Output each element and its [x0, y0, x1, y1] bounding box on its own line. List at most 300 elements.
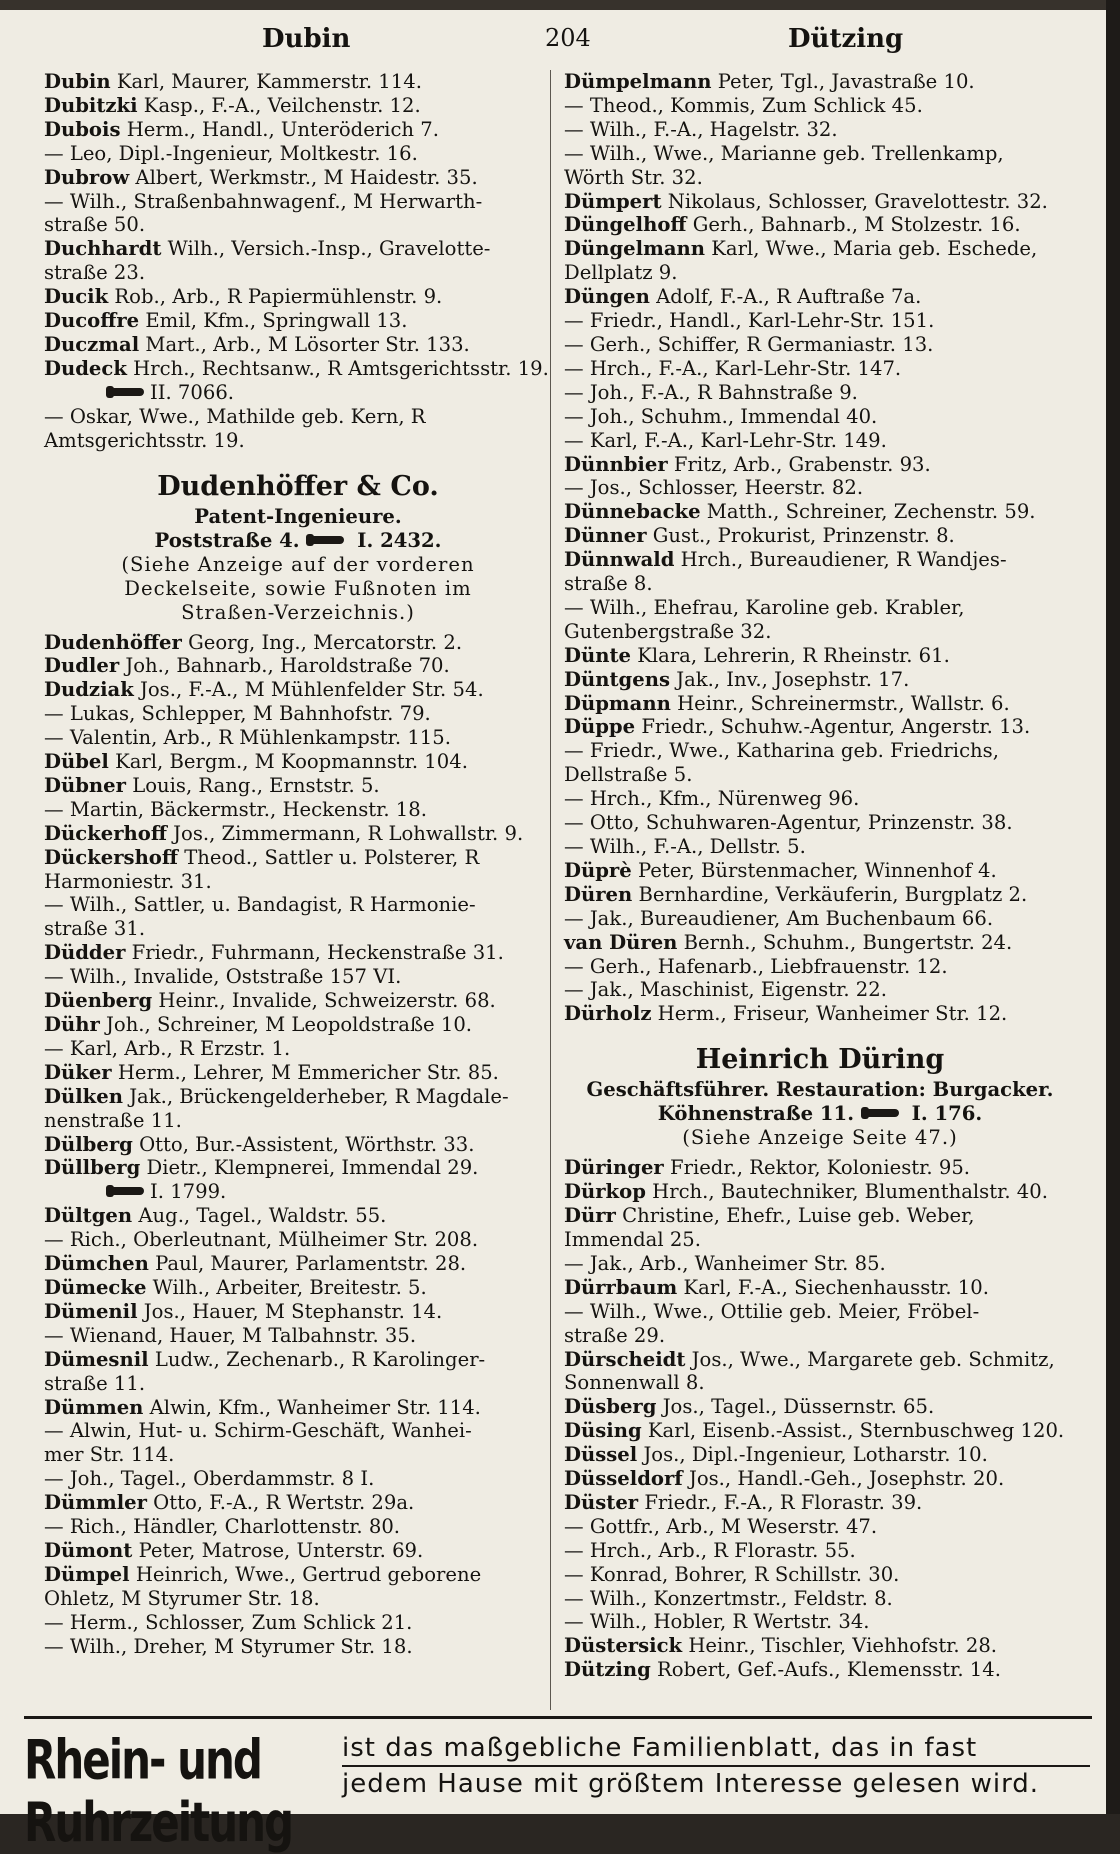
- entry-details: Jos., Dipl.-Ingenieur, Lotharstr. 10.: [637, 1443, 988, 1467]
- directory-entry: [564, 213, 1076, 237]
- directory-entry: [44, 1061, 552, 1085]
- entry-details: Wilh., Versich.-Insp., Gravelotte-: [161, 237, 491, 261]
- directory-entry: [44, 1467, 552, 1491]
- directory-entry: [564, 1539, 1076, 1563]
- entry-surname: Dümpel: [44, 1562, 130, 1586]
- entry-surname: Dünnwald: [564, 548, 675, 572]
- entry-surname: Dünnbier: [564, 452, 668, 476]
- directory-entry: [564, 715, 1076, 739]
- phone-number: I. 1799.: [150, 1180, 227, 1204]
- telephone-icon: [865, 1109, 899, 1117]
- directory-entry: [564, 309, 1076, 333]
- entry-surname: Düppe: [564, 715, 636, 739]
- entry-surname: Düdder: [44, 941, 126, 965]
- entry-surname: Dünte: [564, 643, 631, 667]
- running-head-left: Dubin: [262, 24, 351, 54]
- directory-entry: [44, 1419, 552, 1467]
- entry-surname: Dubitzki: [44, 93, 138, 117]
- directory-entry: [564, 1515, 1076, 1539]
- entry-surname: Dürkop: [564, 1180, 646, 1204]
- entry-details: Kasp., F.-A., Veilchenstr. 12.: [137, 93, 421, 117]
- entry-details: — Wienand, Hauer, M Talbahnstr. 35.: [44, 1323, 417, 1347]
- entry-details: Aug., Tagel., Waldstr. 55.: [132, 1204, 387, 1228]
- directory-entry: [564, 811, 1076, 835]
- directory-entry: [44, 70, 552, 94]
- entry-details: Peter, Tgl., Javastraße 10.: [711, 70, 975, 93]
- directory-entry: [564, 1634, 1076, 1658]
- entry-details: Jos., F.-A., M Mühlenfelder Str. 54.: [133, 678, 484, 702]
- directory-entry: [564, 692, 1076, 716]
- entry-continuation: straße 23.: [44, 261, 146, 285]
- entry-details: — Joh., Schuhm., Immendal 40.: [564, 404, 878, 428]
- entry-details: Matth., Schreiner, Zechenstr. 59.: [700, 500, 1036, 524]
- entry-details: — Jak., Maschinist, Eigenstr. 22.: [564, 978, 887, 1002]
- entry-surname: Duchhardt: [44, 237, 162, 261]
- directory-entry: [564, 835, 1076, 859]
- entry-surname: Düprè: [564, 858, 632, 882]
- entry-surname: Dümesnil: [44, 1347, 149, 1371]
- entry-surname: Dümont: [44, 1538, 133, 1562]
- entry-continuation: Immendal 25.: [564, 1227, 701, 1251]
- entry-details: Joh., Schreiner, M Leopoldstraße 10.: [99, 1013, 473, 1036]
- directory-entry: [564, 70, 1076, 94]
- directory-entry: [564, 1180, 1076, 1204]
- entry-surname: Dürrbaum: [564, 1275, 678, 1299]
- directory-entry: [44, 1156, 552, 1180]
- phone-line: [44, 1180, 552, 1204]
- directory-entry: [44, 1133, 552, 1157]
- entry-details: Herm., Handl., Unteröderich 7.: [120, 117, 439, 141]
- entry-details: — Wilh., Wwe., Ottilie geb. Meier, Fröbel-: [564, 1299, 980, 1323]
- directory-entry: [44, 1324, 552, 1348]
- entry-details: Heinr., Tischler, Viehhofstr. 28.: [682, 1634, 998, 1658]
- entry-surname: Dühr: [44, 1013, 100, 1036]
- entry-details: Christine, Ehefr., Luise geb. Weber,: [615, 1204, 975, 1228]
- entry-details: Friedr., Rektor, Koloniestr. 95.: [663, 1156, 971, 1180]
- directory-entry: [564, 1587, 1076, 1611]
- entry-details: Nikolaus, Schlosser, Gravelottestr. 32.: [661, 189, 1048, 213]
- entry-surname: Dümchen: [44, 1252, 149, 1276]
- directory-entry: [564, 978, 1076, 1002]
- directory-entry: [44, 798, 552, 822]
- business-note: (Siehe Anzeige auf der vorderen: [121, 552, 475, 576]
- entry-surname: Dubin: [44, 70, 111, 93]
- entry-surname: Düsing: [564, 1419, 642, 1443]
- entry-surname: Düringer: [564, 1156, 664, 1180]
- business-subtitle: Geschäftsführer. Restauration: Burgacker.: [586, 1078, 1054, 1102]
- entry-details: Klara, Lehrerin, R Rheinstr. 61.: [631, 643, 950, 667]
- directory-entry: [564, 1563, 1076, 1587]
- entry-surname: Dünner: [564, 524, 647, 548]
- directory-entry: [564, 668, 1076, 692]
- directory-entry: [564, 1491, 1076, 1515]
- entry-details: — Alwin, Hut- u. Schirm-Geschäft, Wanhei-: [44, 1419, 472, 1443]
- directory-entry: [44, 965, 552, 989]
- directory-entry: [564, 787, 1076, 811]
- left-column: [44, 70, 552, 1658]
- directory-entry: [564, 883, 1076, 907]
- entry-list: [44, 1204, 552, 1658]
- directory-entry: [564, 1252, 1076, 1276]
- entry-details: Louis, Rang., Ernststr. 5.: [125, 773, 380, 797]
- entry-details: — Jak., Bureaudiener, Am Buchenbaum 66.: [564, 906, 994, 930]
- entry-details: — Leo, Dipl.-Ingenieur, Moltkestr. 16.: [44, 141, 418, 165]
- entry-details: — Jak., Arb., Wanheimer Str. 85.: [564, 1251, 886, 1275]
- directory-entry: [564, 118, 1076, 142]
- directory-entry: [44, 1539, 552, 1563]
- entry-details: Jos., Zimmermann, R Lohwallstr. 9.: [166, 821, 524, 845]
- entry-details: Albert, Werkmstr., M Haidestr. 35.: [129, 165, 478, 189]
- entry-details: Wilh., Arbeiter, Breitestr. 5.: [146, 1275, 427, 1299]
- directory-entry: [564, 333, 1076, 357]
- directory-entry: [564, 500, 1076, 524]
- entry-details: Jos., Hauer, M Stephanstr. 14.: [137, 1299, 443, 1323]
- entry-details: Fritz, Arb., Grabenstr. 93.: [667, 452, 931, 476]
- directory-entry: [44, 94, 552, 118]
- directory-entry: [44, 1611, 552, 1635]
- entry-details: Hrch., Rechtsanw., R Amtsgerichtsstr. 19.: [126, 356, 549, 380]
- entry-details: Paul, Maurer, Parlamentstr. 28.: [148, 1252, 467, 1276]
- entry-details: Otto, Bur.-Assistent, Wörthstr. 33.: [132, 1132, 475, 1156]
- banner-line: ist das maßgebliche Familienblatt, das in fast: [342, 1733, 978, 1763]
- entry-continuation: nenstraße 11.: [44, 1108, 182, 1132]
- entry-surname: Dückershoff: [44, 845, 178, 869]
- entry-details: Dietr., Klempnerei, Immendal 29.: [140, 1156, 479, 1180]
- entry-surname: Dudler: [44, 654, 120, 678]
- directory-entry: [44, 1563, 552, 1611]
- directory-entry: [44, 1396, 552, 1420]
- directory-entry: [564, 1395, 1076, 1419]
- entry-continuation: Ohletz, M Styrumer Str. 18.: [44, 1586, 320, 1610]
- directory-entry: [44, 941, 552, 965]
- directory-entry: [44, 1228, 552, 1252]
- entry-details: Robert, Gef.-Aufs., Klemensstr. 14.: [650, 1658, 1001, 1682]
- entry-surname: Dürr: [564, 1204, 616, 1228]
- entry-details: — Wilh., Straßenbahnwagenf., M Herwarth-: [44, 189, 483, 213]
- entry-details: Bernhardine, Verkäuferin, Burgplatz 2.: [632, 882, 1028, 906]
- directory-entry: [564, 1467, 1076, 1491]
- entry-surname: Dubrow: [44, 165, 130, 189]
- entry-details: Hrch., Bautechniker, Blumenthalstr. 40.: [645, 1180, 1048, 1204]
- entry-surname: Dümmler: [44, 1491, 147, 1515]
- entry-details: — Rich., Händler, Charlottenstr. 80.: [44, 1515, 401, 1539]
- entry-details: Jak., Inv., Josephstr. 17.: [669, 667, 910, 691]
- directory-entry: [564, 931, 1076, 955]
- entry-continuation: straße 31.: [44, 917, 146, 941]
- business-note: Straßen-Verzeichnis.): [181, 600, 415, 624]
- entry-surname: Düngen: [564, 285, 650, 309]
- banner-text: [342, 1731, 1090, 1801]
- entry-surname: Dürholz: [564, 1002, 652, 1026]
- entry-details: — Karl, F.-A., Karl-Lehr-Str. 149.: [564, 428, 887, 452]
- entry-surname: Dümpert: [564, 189, 662, 213]
- directory-entry: [44, 190, 552, 238]
- entry-continuation: mer Str. 114.: [44, 1443, 175, 1467]
- entry-surname: Dümmen: [44, 1395, 144, 1419]
- directory-entry: [564, 237, 1076, 285]
- entry-details: Jos., Handl.-Geh., Josephstr. 20.: [682, 1467, 1005, 1491]
- directory-entry: [44, 333, 552, 357]
- entry-continuation: Wörth Str. 32.: [564, 165, 703, 189]
- entry-details: Karl, Bergm., M Koopmannstr. 104.: [108, 750, 468, 774]
- entry-details: — Gottfr., Arb., M Weserstr. 47.: [564, 1514, 878, 1538]
- entry-details: Peter, Bürstenmacher, Winnenhof 4.: [631, 858, 997, 882]
- directory-entry: [44, 654, 552, 678]
- business-title: Dudenhöffer & Co.: [157, 470, 439, 502]
- directory-entry: [44, 678, 552, 702]
- entry-details: — Gerh., Hafenarb., Liebfrauenstr. 12.: [564, 954, 948, 978]
- entry-details: Jak., Brückengelderheber, R Magdale-: [122, 1084, 509, 1108]
- entry-details: — Joh., Tagel., Oberdammstr. 8 I.: [44, 1467, 375, 1491]
- directory-entry: [44, 1204, 552, 1228]
- entry-details: — Karl, Arb., R Erzstr. 1.: [44, 1036, 291, 1060]
- entry-details: Herm., Friseur, Wanheimer Str. 12.: [651, 1002, 1008, 1026]
- right-column: [564, 70, 1076, 1682]
- telephone-icon: [110, 1187, 144, 1195]
- entry-surname: Dümenil: [44, 1299, 138, 1323]
- phone-number: II. 7066.: [150, 380, 235, 404]
- phone-line: [44, 381, 552, 405]
- entry-details: Jos., Wwe., Margarete geb. Schmitz,: [685, 1347, 1055, 1371]
- entry-details: Friedr., F.-A., R Florastr. 39.: [638, 1490, 923, 1514]
- directory-entry: [44, 237, 552, 285]
- entry-details: — Joh., F.-A., R Bahnstraße 9.: [564, 380, 858, 404]
- directory-entry: [44, 1252, 552, 1276]
- entry-continuation: straße 50.: [44, 213, 146, 237]
- entry-details: — Konrad, Bohrer, R Schillstr. 30.: [564, 1562, 900, 1586]
- directory-entry: [44, 1085, 552, 1133]
- entry-details: Friedr., Schuhw.-Agentur, Angerstr. 13.: [635, 715, 1031, 739]
- entry-details: — Valentin, Arb., R Mühlenkampstr. 115.: [44, 726, 451, 750]
- advertisement-banner: [24, 1716, 1092, 1854]
- entry-list: [44, 631, 552, 1181]
- directory-entry: [44, 357, 552, 381]
- directory-entry: [44, 285, 552, 309]
- directory-entry: [564, 429, 1076, 453]
- entry-surname: Dülberg: [44, 1132, 133, 1156]
- entry-surname: Düker: [44, 1060, 112, 1084]
- entry-details: Karl, Wwe., Maria geb. Eschede,: [705, 237, 1038, 261]
- directory-entry: [564, 381, 1076, 405]
- entry-surname: Duczmal: [44, 332, 140, 356]
- directory-entry: [564, 453, 1076, 477]
- business-address: Köhnenstraße 11.: [657, 1102, 855, 1126]
- business-listing: [564, 1042, 1076, 1150]
- entry-surname: Düsseldorf: [564, 1467, 683, 1491]
- directory-entry: [44, 142, 552, 166]
- entry-details: — Martin, Bäckermstr., Heckenstr. 18.: [44, 797, 427, 821]
- directory-entry: [44, 774, 552, 798]
- entry-continuation: Amtsgerichtsstr. 19.: [44, 428, 245, 452]
- directory-entry: [564, 1300, 1076, 1348]
- page-number: 204: [545, 24, 591, 52]
- entry-surname: Düren: [564, 882, 633, 906]
- entry-continuation: straße 11.: [44, 1371, 146, 1395]
- entry-list: [564, 1156, 1076, 1682]
- entry-details: — Hrch., Arb., R Florastr. 55.: [564, 1538, 856, 1562]
- entry-details: — Wilh., Ehefrau, Karoline geb. Krabler,: [564, 595, 965, 619]
- entry-details: Hrch., Bureaudiener, R Wandjes-: [674, 548, 1007, 572]
- entry-details: Rob., Arb., R Papiermühlenstr. 9.: [108, 285, 443, 309]
- running-head-right: Dützing: [788, 24, 904, 54]
- directory-entry: [44, 1300, 552, 1324]
- entry-details: Heinr., Invalide, Schweizerstr. 68.: [152, 989, 496, 1013]
- entry-continuation: Sonnenwall 8.: [564, 1371, 705, 1395]
- entry-surname: Dümecke: [44, 1275, 147, 1299]
- entry-details: — Herm., Schlosser, Zum Schlick 21.: [44, 1610, 413, 1634]
- business-phone: I. 176.: [911, 1102, 983, 1126]
- entry-surname: Dudeck: [44, 356, 127, 380]
- directory-entry: [564, 739, 1076, 787]
- entry-details: Gerh., Bahnarb., M Stolzestr. 16.: [686, 213, 1021, 237]
- entry-surname: Dübner: [44, 773, 126, 797]
- entry-continuation: Dellplatz 9.: [564, 261, 678, 285]
- entry-details: Gust., Prokurist, Prinzenstr. 8.: [646, 524, 955, 548]
- directory-entry: [44, 702, 552, 726]
- entry-list: [44, 405, 552, 453]
- entry-surname: Dübel: [44, 750, 109, 774]
- entry-details: Joh., Bahnarb., Haroldstraße 70.: [119, 654, 450, 678]
- entry-details: — Lukas, Schlepper, M Bahnhofstr. 79.: [44, 702, 431, 726]
- entry-surname: Düngelmann: [564, 237, 706, 261]
- entry-details: Karl, Maurer, Kammerstr. 114.: [110, 70, 422, 93]
- entry-details: Adolf, F.-A., R Auftraße 7a.: [649, 285, 922, 309]
- page-top-shadow: [0, 0, 1120, 10]
- entry-details: — Friedr., Wwe., Katharina geb. Friedrichs,: [564, 739, 999, 763]
- directory-entry: [44, 822, 552, 846]
- entry-details: — Friedr., Handl., Karl-Lehr-Str. 151.: [564, 309, 935, 333]
- directory-entry: [44, 726, 552, 750]
- entry-details: Herm., Lehrer, M Emmericher Str. 85.: [111, 1060, 499, 1084]
- entry-details: — Hrch., Kfm., Nürenweg 96.: [564, 787, 860, 811]
- directory-entry: [44, 1037, 552, 1061]
- entry-details: Mart., Arb., M Lösorter Str. 133.: [139, 332, 470, 356]
- entry-details: — Jos., Schlosser, Heerstr. 82.: [564, 476, 864, 500]
- directory-entry: [44, 166, 552, 190]
- entry-details: — Wilh., F.-A., Dellstr. 5.: [564, 835, 806, 858]
- directory-entry: [564, 1348, 1076, 1396]
- directory-entry: [564, 1204, 1076, 1252]
- entry-details: Theod., Sattler u. Polsterer, R: [177, 845, 480, 869]
- entry-details: — Otto, Schuhwaren-Agentur, Prinzenstr. 38.: [564, 811, 1013, 835]
- directory-entry: [44, 405, 552, 453]
- directory-entry: [44, 1515, 552, 1539]
- directory-entry: [564, 644, 1076, 668]
- directory-entry: [44, 631, 552, 655]
- entry-details: Bernh., Schuhm., Bungertstr. 24.: [677, 930, 1013, 954]
- entry-surname: Düngelhoff: [564, 213, 687, 237]
- entry-surname: Ducik: [44, 285, 109, 309]
- entry-surname: Dürscheidt: [564, 1347, 686, 1371]
- directory-entry: [44, 989, 552, 1013]
- directory-entry: [564, 1276, 1076, 1300]
- entry-surname: Düenberg: [44, 989, 153, 1013]
- entry-details: Karl, Eisenb.-Assist., Sternbuschweg 120.: [641, 1419, 1065, 1443]
- directory-entry: [44, 893, 552, 941]
- directory-entry: [44, 750, 552, 774]
- telephone-icon: [110, 388, 144, 396]
- entry-details: Friedr., Fuhrmann, Heckenstraße 31.: [125, 941, 504, 965]
- entry-continuation: Harmoniestr. 31.: [44, 869, 212, 893]
- directory-entry: [564, 596, 1076, 644]
- entry-details: Otto, F.-A., R Wertstr. 29a.: [146, 1491, 415, 1515]
- entry-surname: Düpmann: [564, 691, 671, 715]
- entry-details: — Theod., Kommis, Zum Schlick 45.: [564, 93, 923, 117]
- directory-entry: [44, 1635, 552, 1659]
- entry-details: — Oskar, Wwe., Mathilde geb. Kern, R: [44, 404, 426, 428]
- entry-details: — Wilh., F.-A., Hagelstr. 32.: [564, 117, 838, 141]
- business-address-line: [564, 1102, 1076, 1126]
- entry-details: Karl, F.-A., Siechenhausstr. 10.: [677, 1275, 989, 1299]
- entry-details: Heinrich, Wwe., Gertrud geborene: [129, 1562, 482, 1586]
- directory-entry: [44, 309, 552, 333]
- entry-details: — Wilh., Sattler, u. Bandagist, R Harmonie-: [44, 893, 476, 917]
- entry-details: — Gerh., Schiffer, R Germaniastr. 13.: [564, 332, 934, 356]
- directory-entry: [564, 907, 1076, 931]
- entry-surname: Dudziak: [44, 678, 134, 702]
- business-note: Deckelseite, sowie Fußnoten im: [124, 576, 472, 600]
- newspaper-logo: Rhein- und Ruhrzeitung: [24, 1727, 293, 1854]
- entry-surname: Dückerhoff: [44, 821, 167, 845]
- entry-surname: Dudenhöffer: [44, 630, 182, 654]
- entry-surname: Düssel: [564, 1443, 638, 1467]
- entry-details: Ludw., Zechenarb., R Karolinger-: [148, 1347, 486, 1371]
- page-right-edge: [1106, 0, 1120, 1814]
- entry-surname: van Düren: [564, 930, 678, 954]
- business-listing: [44, 469, 552, 625]
- directory-entry: [44, 1013, 552, 1037]
- business-title: Heinrich Düring: [695, 1044, 945, 1076]
- directory-entry: [564, 142, 1076, 190]
- entry-details: Heinr., Schreinermstr., Wallstr. 6.: [670, 691, 1010, 715]
- telephone-icon: [310, 536, 344, 544]
- entry-details: — Wilh., Konzertmstr., Feldstr. 8.: [564, 1586, 893, 1610]
- entry-surname: Dümpelmann: [564, 70, 712, 93]
- entry-surname: Dültgen: [44, 1204, 133, 1228]
- entry-surname: Dülken: [44, 1084, 123, 1108]
- directory-entry: [44, 1348, 552, 1396]
- entry-details: — Wilh., Hobler, R Wertstr. 34.: [564, 1610, 870, 1634]
- business-note: (Siehe Anzeige Seite 47.): [682, 1126, 958, 1150]
- banner-line: jedem Hause mit größtem Interesse gelesen wird.: [342, 1765, 1090, 1801]
- business-phone: I. 2432.: [357, 528, 442, 552]
- entry-details: Jos., Tagel., Düssernstr. 65.: [656, 1395, 935, 1419]
- directory-entry: [564, 859, 1076, 883]
- entry-details: Georg, Ing., Mercatorstr. 2.: [181, 630, 463, 654]
- entry-surname: Düstersick: [564, 1634, 683, 1658]
- directory-entry: [564, 1002, 1076, 1026]
- directory-entry: [44, 846, 552, 894]
- entry-continuation: Gutenbergstraße 32.: [564, 619, 772, 643]
- directory-entry: [564, 1610, 1076, 1634]
- entry-details: — Wilh., Dreher, M Styrumer Str. 18.: [44, 1634, 413, 1658]
- directory-entry: [564, 285, 1076, 309]
- entry-list: [564, 70, 1076, 1026]
- entry-surname: Düsberg: [564, 1395, 657, 1419]
- directory-entry: [564, 1419, 1076, 1443]
- entry-details: — Hrch., F.-A., Karl-Lehr-Str. 147.: [564, 356, 902, 380]
- directory-entry: [564, 1658, 1076, 1682]
- directory-entry: [564, 405, 1076, 429]
- directory-entry: [44, 1276, 552, 1300]
- directory-entry: [44, 1491, 552, 1515]
- directory-entry: [564, 94, 1076, 118]
- entry-continuation: straße 8.: [564, 572, 653, 596]
- entry-list: [44, 70, 552, 381]
- directory-entry: [564, 1443, 1076, 1467]
- entry-surname: Ducoffre: [44, 309, 140, 333]
- directory-entry: [564, 357, 1076, 381]
